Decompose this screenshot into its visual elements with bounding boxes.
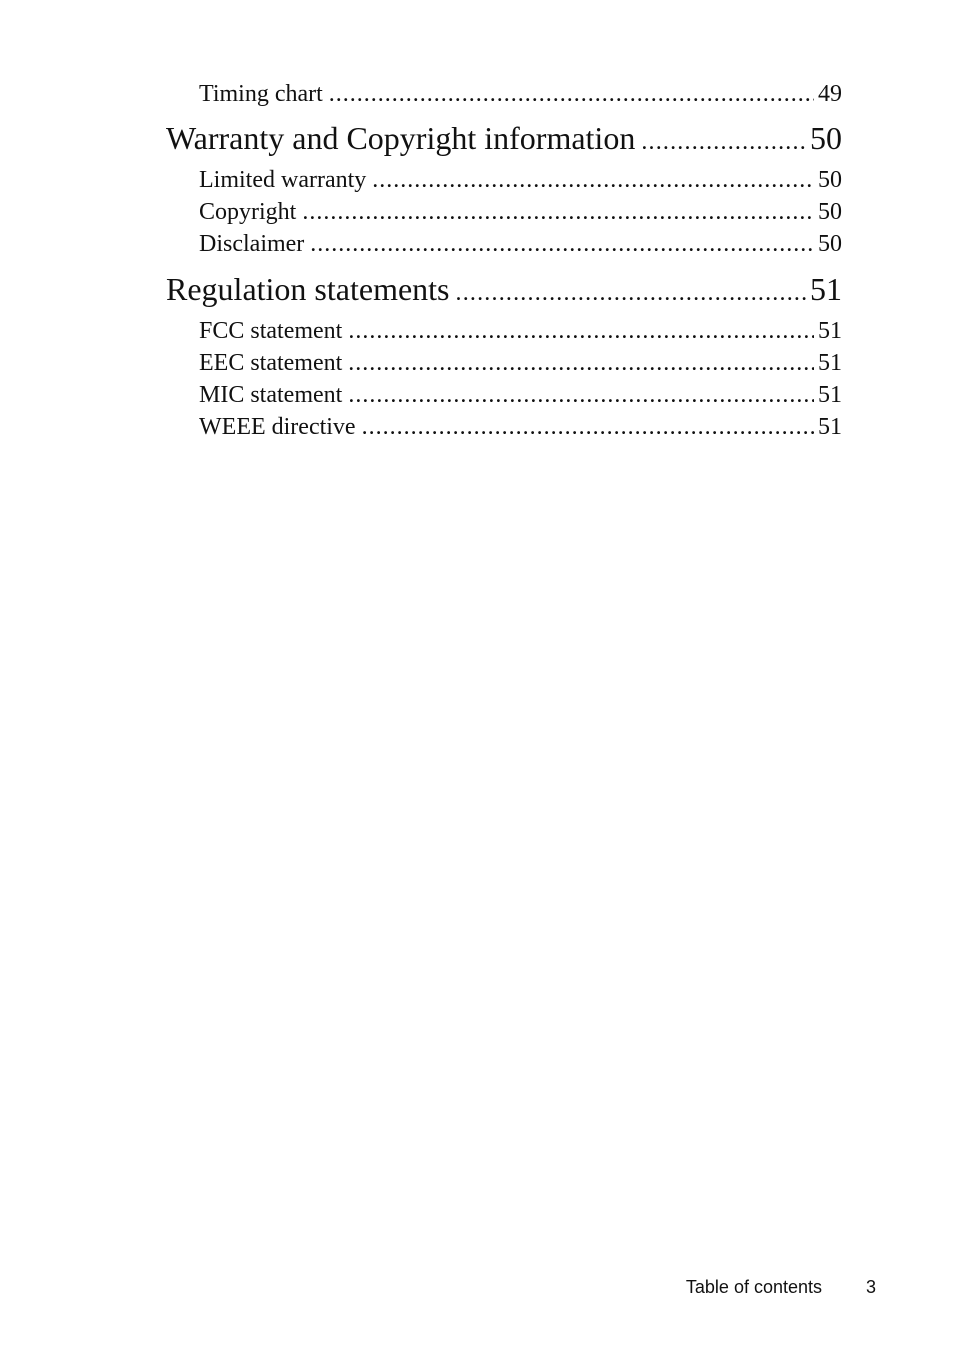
dot-leader [362,411,814,443]
table-of-contents [166,78,842,443]
dot-leader [372,164,814,196]
footer-section-name: Table of contents [685,1277,822,1297]
toc-entry-label: MIC statement [199,382,343,408]
toc-entry-timing-chart[interactable] [166,78,842,110]
toc-chapter-label: Warranty and Copyright information [166,120,636,156]
footer-page-number: 3 [865,1277,876,1297]
toc-entry-page: 50 [818,231,842,257]
toc-entry-disclaimer[interactable] [166,228,842,260]
toc-entry-weee-directive[interactable] [166,411,842,443]
toc-entry-label: Timing chart [199,81,323,107]
toc-entry-page: 51 [818,318,842,344]
toc-chapter-page: 51 [810,271,842,307]
toc-entry-mic-statement[interactable] [166,379,842,411]
dot-leader [302,196,814,228]
toc-entry-page: 51 [818,382,842,408]
toc-entry-label: FCC statement [199,318,343,344]
dot-leader [456,271,807,315]
toc-entry-page: 50 [818,199,842,225]
toc-entry-fcc-statement[interactable] [166,315,842,347]
toc-entry-copyright[interactable] [166,196,842,228]
dot-leader [348,347,814,379]
toc-entry-page: 51 [818,414,842,440]
dot-leader [329,78,814,110]
toc-chapter-warranty-and-copyright[interactable] [166,116,842,164]
toc-entry-limited-warranty[interactable] [166,164,842,196]
toc-chapter-label: Regulation statements [166,271,450,307]
toc-entry-label: Limited warranty [199,167,367,193]
toc-entry-page: 50 [818,167,842,193]
dot-leader [310,228,814,260]
toc-entry-label: Copyright [199,199,297,225]
dot-leader [348,315,814,347]
toc-entry-page: 49 [818,81,842,107]
toc-entry-label: EEC statement [199,350,343,376]
dot-leader [348,379,814,411]
toc-entry-label: Disclaimer [199,231,305,257]
toc-entry-eec-statement[interactable] [166,347,842,379]
dot-leader [641,120,806,164]
toc-chapter-page: 50 [810,120,842,156]
toc-entry-page: 51 [818,350,842,376]
toc-entry-label: WEEE directive [199,414,356,440]
toc-chapter-regulation-statements[interactable] [166,267,842,315]
